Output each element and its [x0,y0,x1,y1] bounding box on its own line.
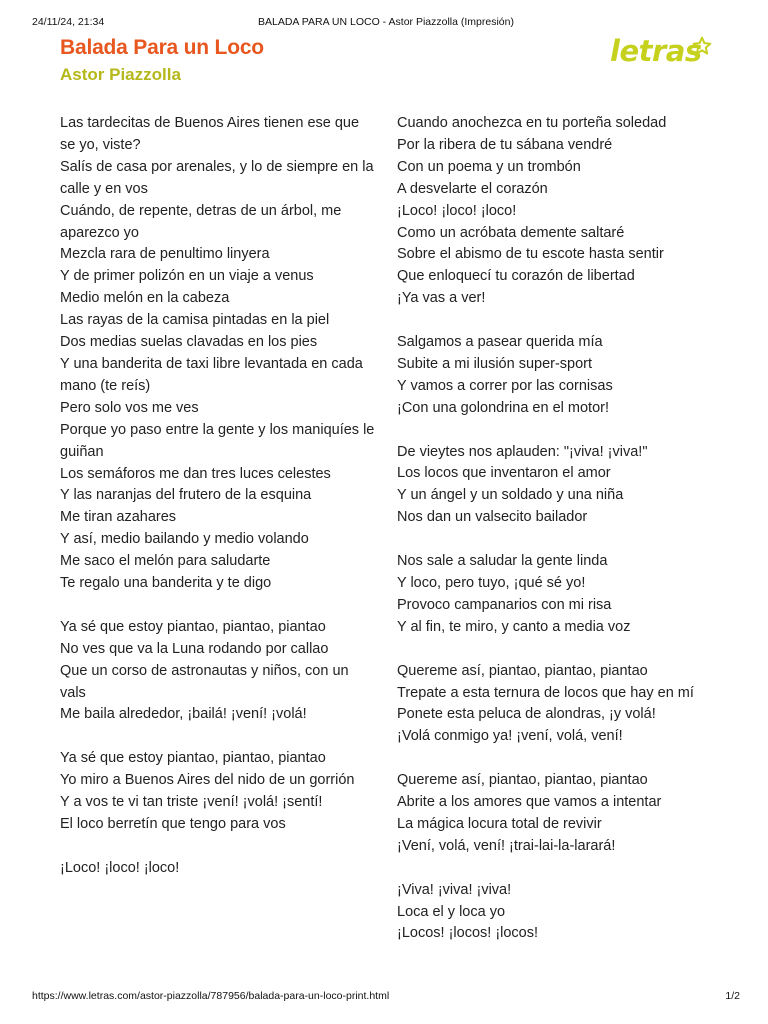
lyric-line: Las tardecitas de Buenos Aires tienen ese que se yo, viste? [60,115,360,153]
lyric-line: ¡Locos! ¡locos! ¡locos! [397,925,539,942]
lyric-line: Trepate a esta ternura de locos que hay en mí [397,684,694,701]
lyric-line: Sobre el abismo de tu escote hasta sentir [397,246,664,263]
lyrics-right-column [397,113,707,967]
lyric-line: Nos sale a saludar la gente linda [397,553,608,570]
lyric-line: Y un ángel y un soldado y una niña [397,487,624,504]
lyric-line: Me tiran azahares [60,509,177,526]
lyric-line: Que enloquecí tu corazón de libertad [397,268,635,285]
star-icon [692,36,712,56]
lyric-line: Y a vos te vi tan triste ¡vení! ¡volá! ¡sentí! [60,794,323,811]
lyric-line: Medio melón en la cabeza [60,290,230,307]
lyric-line: Quereme así, piantao, piantao, piantao [397,662,648,679]
lyric-line: ¡Loco! ¡loco! ¡loco! [60,859,180,876]
lyric-line: Quereme así, piantao, piantao, piantao [397,772,648,789]
lyric-line: ¡Vení, volá, vení! ¡trai-lai-la-larará! [397,837,616,854]
lyrics-stanza [397,332,707,420]
lyric-line: Nos dan un valsecito bailador [397,509,588,526]
lyric-line: Que un corso de astronautas y niños, con un vals [60,662,349,701]
print-footer [32,990,740,1004]
lyric-line: Pero solo vos me ves [60,399,199,416]
lyric-line: Cuándo, de repente, detras de un árbol, me aparezco yo [60,202,342,241]
lyric-line: Provoco campanarios con mi risa [397,596,612,613]
lyric-line: Ponete esta peluca de alondras, ¡y volá! [397,706,656,723]
lyric-line: Abrite a los amores que vamos a intentar [397,794,662,811]
lyrics-left-column [60,113,378,902]
print-document-title: BALADA PARA UN LOCO - Astor Piazzolla (Impresión) [258,16,514,28]
lyric-line: Te regalo una banderita y te digo [60,575,272,592]
print-header [32,16,740,30]
lyrics-stanza [60,748,378,836]
lyric-line: ¡Loco! ¡loco! ¡loco! [397,202,517,219]
song-artist[interactable]: Astor Piazzolla [60,65,181,84]
lyric-line: Los semáforos me dan tres luces celestes [60,465,331,482]
lyrics-stanza [397,551,707,639]
lyric-line: El loco berretín que tengo para vos [60,815,286,832]
letras-logo[interactable] [610,34,714,74]
lyric-line: Por la ribera de tu sábana vendré [397,136,613,153]
lyrics-stanza [397,661,707,749]
print-datetime: 24/11/24, 21:34 [32,16,105,28]
lyric-line: Me saco el melón para saludarte [60,553,271,570]
lyrics-stanza [397,770,707,858]
lyric-line: Y de primer polizón en un viaje a venus [60,268,314,285]
logo-text: letras [610,34,702,68]
lyric-line: Y las naranjas del frutero de la esquina [60,487,312,504]
lyric-line: Con un poema y un trombón [397,158,581,175]
lyric-line: A desvelarte el corazón [397,180,548,197]
lyrics-stanza [397,442,707,530]
lyrics-stanza [60,113,378,595]
lyric-line: ¡Con una golondrina en el motor! [397,399,609,416]
lyric-line: Salís de casa por arenales, y lo de siempre en la calle y en vos [60,158,374,197]
lyric-line: Y así, medio bailando y medio volando [60,531,309,548]
lyric-line: Y al fin, te miro, y canto a media voz [397,618,631,635]
lyrics-stanza [60,858,378,880]
lyric-line: Ya sé que estoy piantao, piantao, piantao [60,618,326,635]
lyric-line: La mágica locura total de revivir [397,815,602,832]
lyric-line: No ves que va la Luna rodando por callao [60,640,329,657]
lyric-line: Yo miro a Buenos Aires del nido de un gorrión [60,772,355,789]
page-number: 1/2 [725,990,740,1002]
lyric-line: Salgamos a pasear querida mía [397,334,603,351]
lyrics-stanza [60,617,378,727]
lyric-line: ¡Viva! ¡viva! ¡viva! [397,881,512,898]
print-url: https://www.letras.com/astor-piazzolla/787956/balada-para-un-loco-print.html [32,990,390,1002]
lyrics-stanza [397,880,707,946]
lyric-line: Las rayas de la camisa pintadas en la piel [60,312,330,329]
lyric-line: Y una banderita de taxi libre levantada en cada mano (te reís) [60,355,363,394]
lyric-line: De vieytes nos aplauden: "¡viva! ¡viva!" [397,443,648,460]
lyric-line: Como un acróbata demente saltaré [397,224,625,241]
lyrics-stanza [397,113,707,310]
lyric-line: Ya sé que estoy piantao, piantao, piantao [60,750,326,767]
lyric-line: Porque yo paso entre la gente y los maniquíes le guiñan [60,421,375,460]
lyric-line: ¡Ya vas a ver! [397,290,486,307]
lyric-line: Los locos que inventaron el amor [397,465,611,482]
lyric-line: Loca el y loca yo [397,903,506,920]
lyric-line: Mezcla rara de penultimo linyera [60,246,270,263]
lyric-line: Y loco, pero tuyo, ¡qué sé yo! [397,574,586,591]
lyric-line: Subite a mi ilusión super-sport [397,355,593,372]
lyric-line: Cuando anochezca en tu porteña soledad [397,115,667,131]
lyric-line: Y vamos a correr por las cornisas [397,377,613,394]
song-title: Balada Para un Loco [60,36,264,59]
lyric-line: Me baila alrededor, ¡bailá! ¡vení! ¡volá! [60,706,307,723]
lyric-line: ¡Volá conmigo ya! ¡vení, volá, vení! [397,728,623,745]
lyric-line: Dos medias suelas clavadas en los pies [60,334,318,351]
